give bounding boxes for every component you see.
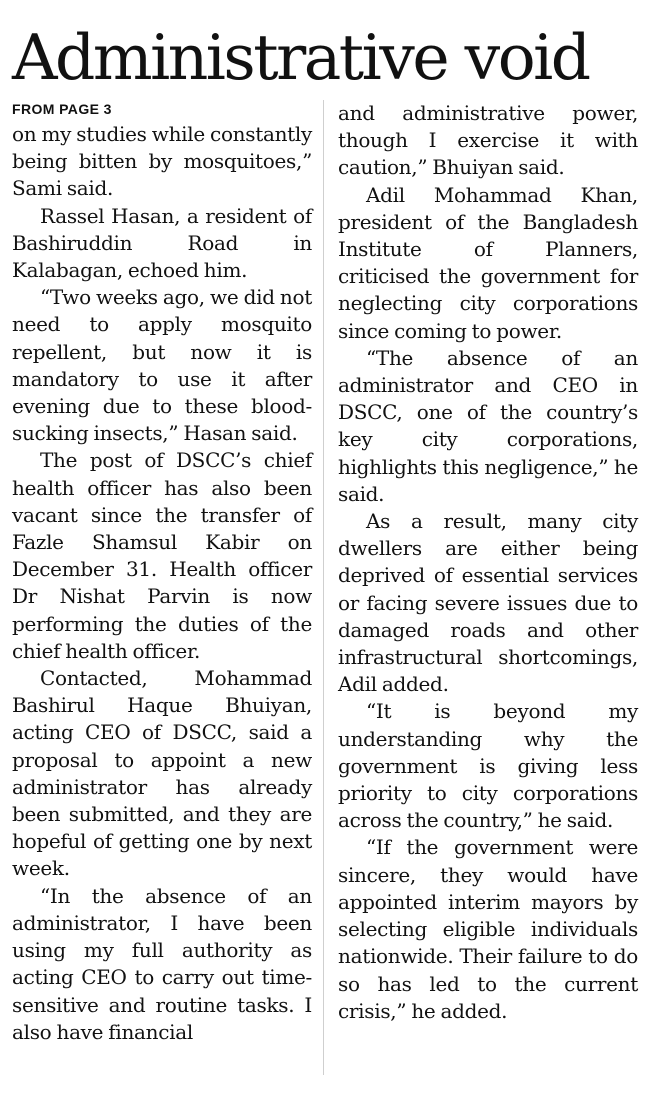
paragraph: The post of DSCC’s chief health officer has also been vacant since the transfer of Fazle Shamsul Kabir on December 31. Health officer Dr Nishat Parvin is now performing the duties of the chief health officer. [12,448,312,663]
jump-label: FROM PAGE 3 [12,101,112,117]
column-divider [323,100,324,1075]
paragraph: “The absence of an administrator and CEO in DSCC, one of the country’s key city corporations, highlights this negligence,” he said. [338,345,638,506]
headline: Administrative void [12,21,589,94]
paragraph: “Two weeks ago, we did not need to apply mosquito repellent, but now it is mandatory to use it after evening due to these blood-sucking insects,” Hasan said. [12,285,312,446]
paragraph: Contacted, Mohammad Bashirul Haque Bhuiyan, acting CEO of DSCC, said a proposal to appoint a new administrator has already been submitted, and they are hopeful of getting one by next week. [12,666,312,881]
paragraph: As a result, many city dwellers are either being deprived of essential services or facing severe issues due to damaged roads and other infrastructural shortcomings, Adil added. [338,509,638,697]
paragraph: on my studies while constantly being bitten by mosquitoes,” Sami said. [12,122,312,201]
right-column [338,100,638,1025]
paragraph: “It is beyond my understanding why the government is giving less priority to city corporations across the country,” he said. [338,699,638,833]
left-column [12,100,312,1046]
paragraph: “In the absence of an administrator, I have been using my full authority as acting CEO to carry out time-sensitive and routine tasks. I also have financial [12,883,312,1044]
paragraph: Adil Mohammad Khan, president of the Bangladesh Institute of Planners, criticised the government for neglecting city corporations since coming to power. [338,182,638,343]
paragraph: Rassel Hasan, a resident of Bashiruddin Road in Kalabagan, echoed him. [12,203,312,283]
paragraph: and administrative power, though I exercise it with caution,” Bhuiyan said. [338,101,638,180]
paragraph: “If the government were sincere, they would have appointed interim mayors by selecting eligible individuals nationwide. Their failure to do so has led to the current crisis,” he added. [338,835,638,1023]
